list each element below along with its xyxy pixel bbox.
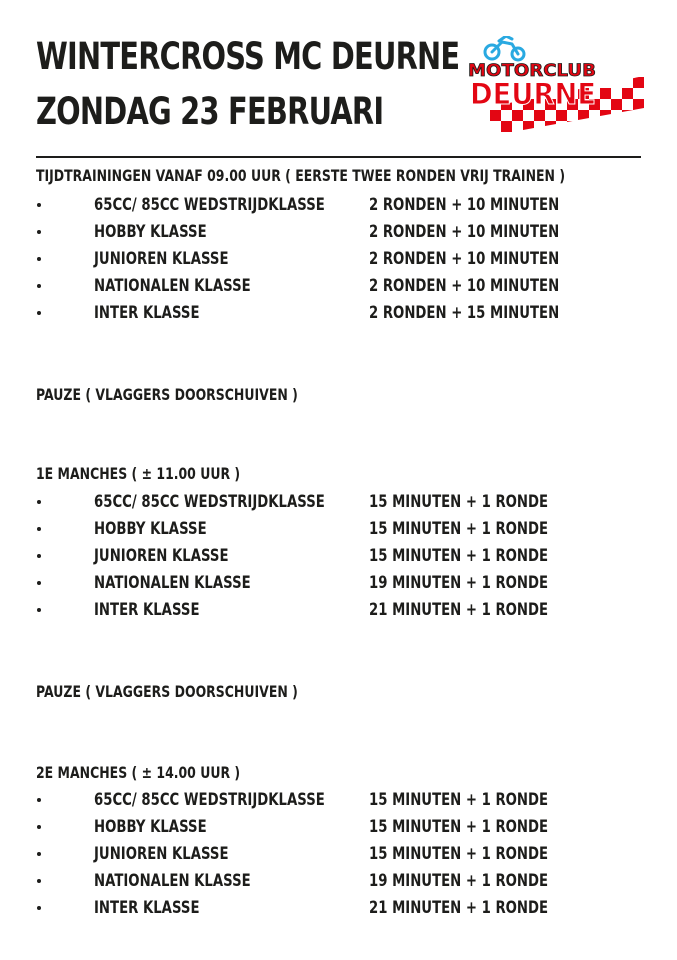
list-item — [0, 302, 677, 326]
duration: 19 MINUTEN + 1 RONDE — [369, 573, 549, 593]
title-line-2: ZONDAG 23 FEBRUARI — [36, 90, 384, 133]
duration: 15 MINUTEN + 1 RONDE — [369, 546, 549, 566]
class-name: NATIONALEN KLASSE — [94, 573, 251, 593]
list-item — [0, 816, 677, 840]
duration: 15 MINUTEN + 1 RONDE — [369, 492, 549, 512]
bullet-icon — [37, 257, 41, 261]
bullet-icon — [37, 230, 41, 234]
list-item — [0, 870, 677, 894]
class-name: 65CC/ 85CC WEDSTRIJDKLASSE — [94, 195, 325, 215]
class-name: NATIONALEN KLASSE — [94, 871, 251, 891]
class-name: INTER KLASSE — [94, 600, 200, 620]
bullet-icon — [37, 608, 41, 612]
bullet-icon — [37, 527, 41, 531]
list-item — [0, 491, 677, 515]
list-item — [0, 572, 677, 596]
class-name: JUNIOREN KLASSE — [94, 546, 229, 566]
bullet-icon — [37, 798, 41, 802]
list-item — [0, 275, 677, 299]
duration: 15 MINUTEN + 1 RONDE — [369, 817, 549, 837]
list-item — [0, 843, 677, 867]
duration: 2 RONDEN + 10 MINUTEN — [369, 222, 560, 242]
bullet-icon — [37, 581, 41, 585]
duration: 21 MINUTEN + 1 RONDE — [369, 600, 549, 620]
class-name: HOBBY KLASSE — [94, 817, 207, 837]
class-name: 65CC/ 85CC WEDSTRIJDKLASSE — [94, 492, 325, 512]
list-item — [0, 789, 677, 813]
header-divider — [36, 156, 641, 158]
list-item — [0, 248, 677, 272]
bullet-icon — [37, 500, 41, 504]
section-heading-tijdtrainingen: TIJDTRAININGEN VANAF 09.00 UUR ( EERSTE TWEE RONDEN VRIJ TRAINEN ) — [36, 166, 566, 185]
bullet-icon — [37, 906, 41, 910]
duration: 15 MINUTEN + 1 RONDE — [369, 844, 549, 864]
duration: 19 MINUTEN + 1 RONDE — [369, 871, 549, 891]
logo-text-bottom: DEURNE — [470, 77, 596, 111]
pause-note-1: PAUZE ( VLAGGERS DOORSCHUIVEN ) — [36, 385, 298, 404]
motorclub-deurne-logo — [466, 36, 644, 132]
class-name: INTER KLASSE — [94, 303, 200, 323]
duration: 15 MINUTEN + 1 RONDE — [369, 790, 549, 810]
list-item — [0, 545, 677, 569]
bullet-icon — [37, 852, 41, 856]
duration: 2 RONDEN + 10 MINUTEN — [369, 249, 560, 269]
bullet-icon — [37, 554, 41, 558]
title-line-1: WINTERCROSS MC DEURNE — [36, 35, 460, 78]
list-item — [0, 194, 677, 218]
duration: 2 RONDEN + 10 MINUTEN — [369, 195, 560, 215]
section-heading-manche-2: 2E MANCHES ( ± 14.00 UUR ) — [36, 763, 241, 782]
class-name: HOBBY KLASSE — [94, 222, 207, 242]
bullet-icon — [37, 203, 41, 207]
section-heading-manche-1: 1E MANCHES ( ± 11.00 UUR ) — [36, 464, 241, 483]
duration: 21 MINUTEN + 1 RONDE — [369, 898, 549, 918]
class-name: INTER KLASSE — [94, 898, 200, 918]
class-name: JUNIOREN KLASSE — [94, 844, 229, 864]
duration: 15 MINUTEN + 1 RONDE — [369, 519, 549, 539]
class-name: HOBBY KLASSE — [94, 519, 207, 539]
logo-text-top: MOTORCLUB — [468, 61, 596, 81]
pause-note-2: PAUZE ( VLAGGERS DOORSCHUIVEN ) — [36, 682, 298, 701]
class-name: 65CC/ 85CC WEDSTRIJDKLASSE — [94, 790, 325, 810]
list-item — [0, 897, 677, 921]
list-item — [0, 518, 677, 542]
class-name: NATIONALEN KLASSE — [94, 276, 251, 296]
class-name: JUNIOREN KLASSE — [94, 249, 229, 269]
bullet-icon — [37, 311, 41, 315]
list-item — [0, 599, 677, 623]
duration: 2 RONDEN + 10 MINUTEN — [369, 276, 560, 296]
motorcycle-rider-icon — [485, 36, 524, 60]
list-item — [0, 221, 677, 245]
bullet-icon — [37, 879, 41, 883]
bullet-icon — [37, 825, 41, 829]
bullet-icon — [37, 284, 41, 288]
duration: 2 RONDEN + 15 MINUTEN — [369, 303, 560, 323]
